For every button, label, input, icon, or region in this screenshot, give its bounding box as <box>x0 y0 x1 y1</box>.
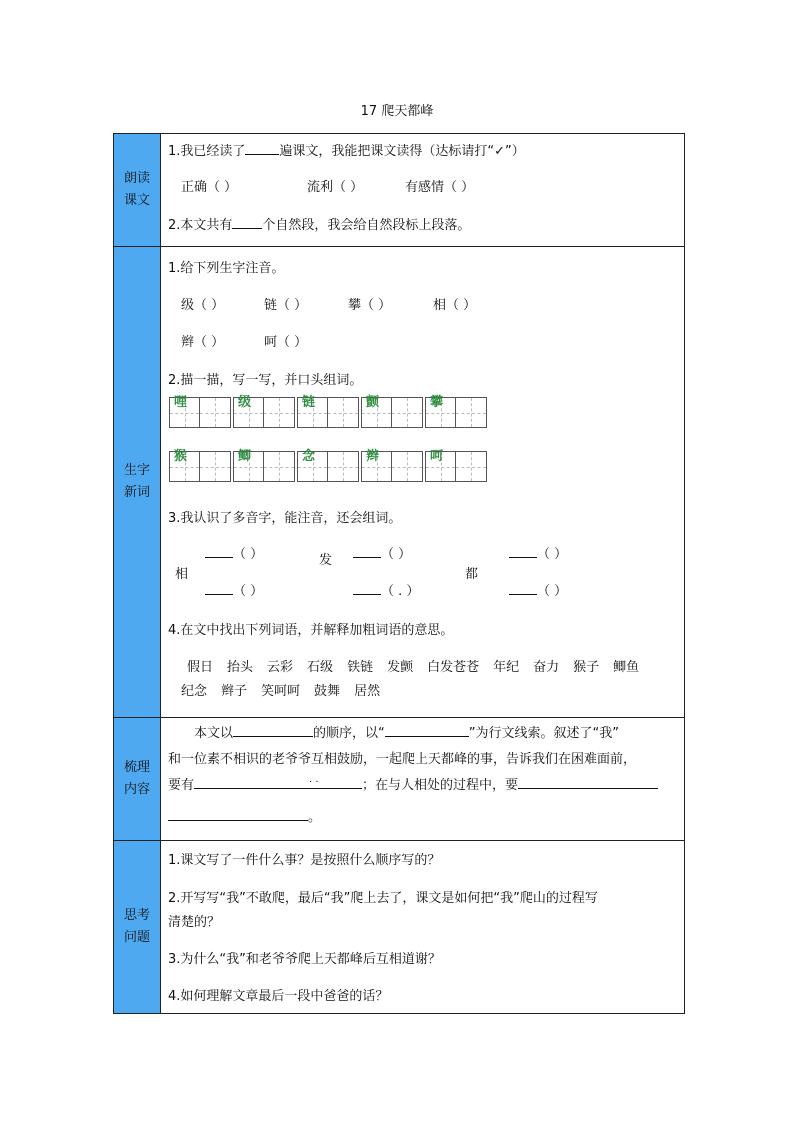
tracing-box[interactable]: 猴 <box>169 451 231 482</box>
poly-line: （ ） <box>353 543 411 562</box>
vocab-word: 年纪 <box>493 660 520 675</box>
section-think <box>114 841 685 1014</box>
section-summary <box>114 718 685 841</box>
tracing-box[interactable]: 呵 <box>425 451 487 482</box>
poly-line: （ ） <box>205 580 263 599</box>
chars-q4: 4.在文中找出下列词语，并解释加粗词语的意思。 <box>168 623 454 638</box>
think-q3: 3.为什么“我”和老爷爷爬上天都峰后互相道谢？ <box>168 952 441 967</box>
tracing-box[interactable]: 哩 <box>169 397 231 428</box>
read-line-1: 1.我已经读了 遍课文，我能把课文读得（达标请打“✓”） <box>168 144 525 159</box>
blank[interactable] <box>205 545 233 558</box>
blank[interactable] <box>233 724 313 737</box>
vocab-word: 抬头 <box>227 660 254 675</box>
vocab-word: 鲫鱼 <box>613 660 640 675</box>
word-list-1 <box>187 656 653 675</box>
summary-line-4: 。 <box>168 806 321 825</box>
read-opt-fluent: 流利（ ） <box>307 180 364 195</box>
tracing-box[interactable]: 鲫 <box>233 451 295 482</box>
section-label-chars: 生字 新词 <box>114 247 161 718</box>
section-chars <box>114 247 685 718</box>
poly-char: 都 <box>465 567 479 582</box>
vocab-word: 云彩 <box>267 660 294 675</box>
vocab-word: 石级 <box>307 660 334 675</box>
pinyin-item: 辫（ ） <box>181 335 225 350</box>
vocab-word: 猴子 <box>573 660 600 675</box>
chars-q3: 3.我认识了多音字，能注音，还会组词。 <box>168 511 402 526</box>
section-label-read: 朗读 课文 <box>114 134 161 247</box>
blank[interactable] <box>509 545 537 558</box>
tracing-box[interactable]: 辫 <box>361 451 423 482</box>
blank[interactable] <box>205 582 233 595</box>
tracing-grid-row-1 <box>169 397 487 428</box>
poly-line: （ . ） <box>353 580 419 599</box>
blank[interactable] <box>168 808 308 821</box>
vocab-word: 发颤 <box>387 660 414 675</box>
summary-line-3: 要有 . . ；在与人相处的过程中，要 <box>168 774 658 793</box>
summary-line-2: 和一位素不相识的老爷爷互相鼓励，一起爬上天都峰的事，告诉我们在困难面前， <box>168 752 637 767</box>
poly-line: （ ） <box>509 580 567 599</box>
pinyin-item: 相（ ） <box>433 298 477 313</box>
read-opt-correct: 正确（ ） <box>181 180 238 195</box>
poly-char: 发 <box>319 553 333 568</box>
worksheet-table <box>113 133 685 1014</box>
vocab-word: 假日 <box>187 660 214 675</box>
chars-q1: 1.给下列生字注音。 <box>168 261 285 276</box>
vocab-word: 奋力 <box>533 660 560 675</box>
vocab-word: 纪念 <box>181 684 208 699</box>
blank[interactable] <box>353 545 381 558</box>
blank[interactable] <box>385 724 469 737</box>
read-opt-emotion: 有感情（ ） <box>405 180 475 195</box>
pinyin-item: 链（ ） <box>264 298 308 313</box>
chars-q2: 2.描一描，写一写，并口头组词。 <box>168 373 363 388</box>
vocab-word: 居然 <box>354 684 381 699</box>
blank[interactable] <box>232 216 262 229</box>
section-label-summary: 梳理 内容 <box>114 718 161 841</box>
pinyin-item: 攀（ ） <box>348 298 392 313</box>
vocab-word: 铁链 <box>347 660 374 675</box>
vocab-word: 笑呵呵 <box>261 684 301 699</box>
poly-char: 相 <box>175 567 189 582</box>
tracing-box[interactable]: 攀 <box>425 397 487 428</box>
tracing-box[interactable]: 级 <box>233 397 295 428</box>
page-title: 17 爬天都峰 <box>360 104 434 119</box>
think-q2: 2.开写写“我”不敢爬，最后“我”爬上去了，课文是如何把“我”爬山的过程写 <box>168 891 598 906</box>
blank[interactable]: . . <box>194 776 362 789</box>
vocab-word: 辫子 <box>221 684 248 699</box>
read-line-2: 2.本文共有 个自然段，我会给自然段标上段落。 <box>168 218 471 233</box>
tracing-grid-row-2 <box>169 451 487 482</box>
pinyin-item: 级（ ） <box>181 298 225 313</box>
vocab-word: 白发苍苍 <box>427 660 480 675</box>
blank[interactable] <box>245 142 279 155</box>
word-list-2 <box>181 680 394 699</box>
tracing-box[interactable]: 颤 <box>361 397 423 428</box>
section-label-think: 思考 问题 <box>114 841 161 1014</box>
summary-line-1: 本文以 的顺序，以“ ”为行文线索。叙述了“我” <box>194 726 619 741</box>
think-q1: 1.课文写了一件什么事？是按照什么顺序写的？ <box>168 853 441 868</box>
blank[interactable] <box>518 776 658 789</box>
blank[interactable] <box>509 582 537 595</box>
pinyin-item: 呵（ ） <box>264 335 308 350</box>
tracing-box[interactable]: 链 <box>297 397 359 428</box>
section-read <box>114 134 685 247</box>
poly-line: （ ） <box>205 543 263 562</box>
think-q4: 4.如何理解文章最后一段中爸爸的话？ <box>168 989 389 1004</box>
blank[interactable] <box>353 582 381 595</box>
tracing-box[interactable]: 念 <box>297 451 359 482</box>
poly-line: （ ） <box>509 543 567 562</box>
think-q2-cont: 清楚的？ <box>168 915 221 930</box>
vocab-word: 鼓舞 <box>314 684 341 699</box>
